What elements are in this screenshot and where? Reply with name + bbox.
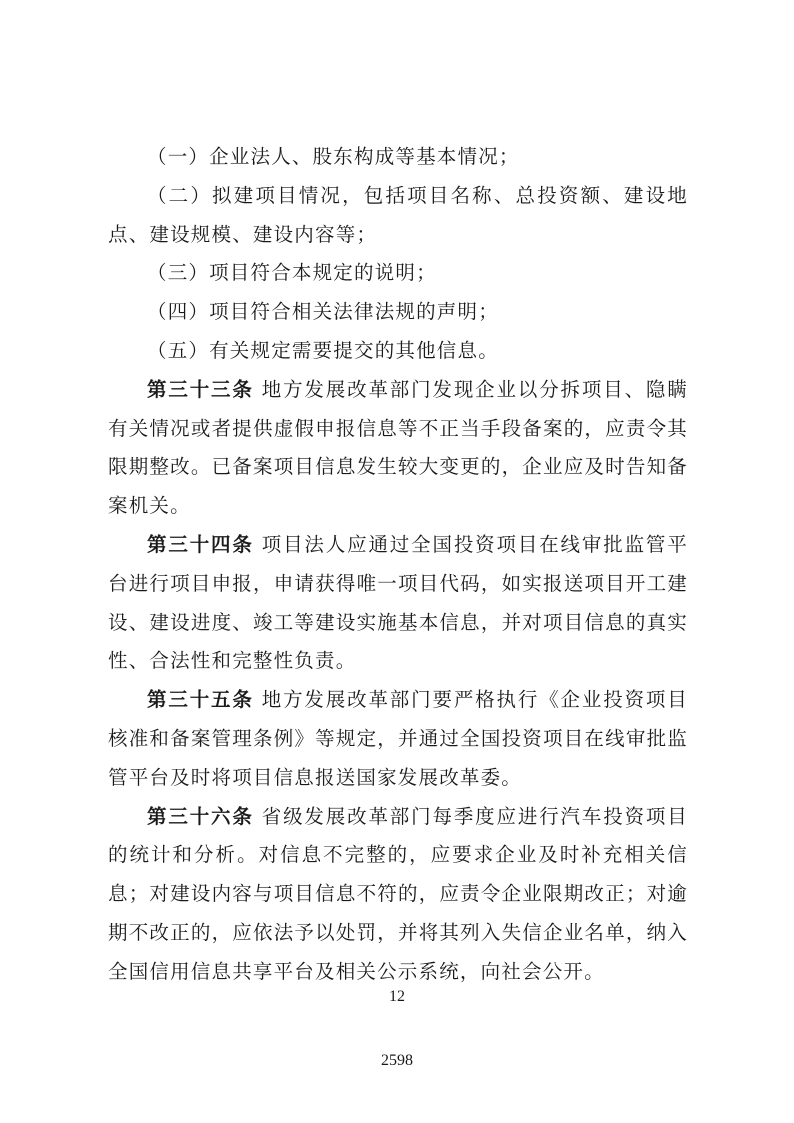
- article-33: [108, 371, 688, 526]
- article-35: [108, 681, 688, 797]
- list-item: （一）企业法人、股东构成等基本情况；: [147, 145, 520, 168]
- document-body: [108, 138, 688, 992]
- article-text: 项目法人应通过全国投资项目在线审批监管平台进行项目申报，申请获得唯一项目代码，如实报送项目开工建设、建设进度、竣工等建设实施基本信息，并对项目信息的真实性、合法性和完整性负责。: [108, 532, 688, 673]
- article-title: 第三十五条: [147, 688, 254, 712]
- article-34: [108, 526, 688, 681]
- article-text: 地方发展改革部门发现企业以分拆项目、隐瞒有关情况或者提供虚假申报信息等不正当手段备案的，应责令其限期整改。已备案项目信息发生较大变更的，企业应及时告知备案机关。: [108, 377, 688, 518]
- list-item: （四）项目符合相关法律法规的声明；: [147, 300, 499, 324]
- sequence-number: 2598: [381, 1052, 413, 1069]
- article-title: 第三十四条: [147, 532, 254, 556]
- article-text: 省级发展改革部门每季度应进行汽车投资项目的统计和分析。对信息不完整的，应要求企业及时补充相关信息；对建设内容与项目信息不符的，应责令企业限期改正；对逾期不改正的，应依法予以处罚，并将其列入失信企业名单，纳入全国信用信息共享平台及相关公示系统，向社会公开。: [108, 804, 688, 983]
- article-text: 地方发展改革部门要严格执行《企业投资项目核准和备案管理条例》等规定，并通过全国投资项目在线审批监管平台及时将项目信息报送国家发展改革委。: [108, 688, 688, 789]
- list-item: （二）拟建项目情况，包括项目名称、总投资额、建设地点、建设规模、建设内容等；: [108, 183, 688, 246]
- list-item: （三）项目符合本规定的说明；: [147, 261, 437, 285]
- list-item: （五）有关规定需要提交的其他信息。: [147, 338, 499, 362]
- page-number: 12: [389, 988, 405, 1005]
- article-36: [108, 798, 688, 992]
- article-title: 第三十三条: [147, 377, 254, 401]
- article-title: 第三十六条: [147, 804, 254, 828]
